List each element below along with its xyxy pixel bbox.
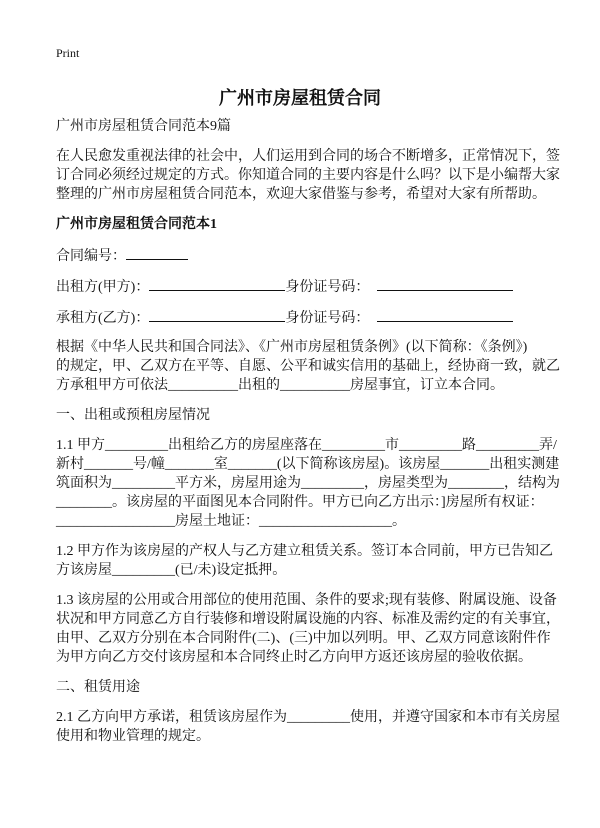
lessor-id-label: 身份证号码：	[285, 280, 370, 295]
lessor-field	[56, 276, 556, 295]
text-line: 方承租甲方可依法__________出租的__________房屋事宜，订立本合同。	[56, 378, 504, 393]
text-line: 订合同必须经过规定的方式。你知道合同的主要内容是什么吗？以下是小编帮大家	[56, 168, 560, 183]
text-line: 1.2 甲方作为该房屋的产权人与乙方建立租赁关系。签订本合同前，甲方已告知乙	[56, 544, 553, 559]
text-line: 1.3 该房屋的公用或合用部位的使用范围、条件的要求;现有装修、附属设施、设备	[56, 593, 557, 608]
print-link[interactable]: Print	[56, 46, 80, 60]
lessee-id-blank	[377, 307, 513, 322]
contract-number-label: 合同编号：	[56, 249, 126, 264]
clause-1-1	[56, 436, 560, 531]
clause-2-1	[56, 708, 560, 746]
text-line: 由甲、乙双方分别在本合同附件(二)、(三)中加以列明。甲、乙双方同意该附件作	[56, 631, 551, 646]
chapter-heading: 二、租赁用途	[56, 680, 140, 695]
clause-1-3	[56, 591, 560, 667]
text-line: 新村_______号/幢_______室_______(以下简称该房屋)。该房屋_______出租实测建	[56, 457, 560, 472]
preamble-paragraph	[56, 338, 560, 395]
lessee-id-label: 身份证号码：	[285, 311, 370, 326]
text-line: ________。该房屋的平面图见本合同附件。甲方已向乙方出示：]房屋所有权证：	[56, 495, 544, 510]
lessee-label: 承租方(乙方)：	[56, 311, 150, 326]
lessor-label: 出租方(甲方)：	[56, 280, 150, 295]
text-line: 在人民愈发重视法律的社会中，人们运用到合同的场合不断增多，正常情况下，签	[56, 149, 560, 164]
lessee-blank	[149, 307, 285, 322]
text-line: 筑面积为_________平方米，房屋用途为_________，房屋类型为________，结构为	[56, 476, 560, 491]
contract-number-field	[56, 245, 556, 264]
text-line: 为甲方向乙方交付该房屋和本合同终止时乙方向甲方返还该房屋的验收依据。	[56, 650, 532, 665]
lessee-field	[56, 307, 556, 326]
text-line: 方该房屋_________(已/未)设定抵押。	[56, 563, 287, 578]
subtitle: 广州市房屋租赁合同范本9篇	[56, 119, 231, 134]
text-line: 的规定，甲、乙双方在平等、自愿、公平和诚实信用的基础上，经协商一致，就乙	[56, 359, 560, 374]
text-line: 整理的广州市房屋租赁合同范本，欢迎大家借鉴与参考，希望对大家有所帮助。	[56, 187, 546, 202]
text-line: 1.1 甲方_________出租给乙方的房屋座落在_________市_________路_________弄/	[56, 438, 557, 453]
intro-paragraph	[56, 147, 560, 204]
document-body	[56, 117, 560, 757]
text-line: 2.1 乙方向甲方承诺，租赁该房屋作为_________使用，并遵守国家和本市有关房屋	[56, 710, 560, 725]
text-line: 使用和物业管理的规定。	[56, 729, 210, 744]
section-heading: 广州市房屋租赁合同范本1	[56, 217, 217, 232]
lessor-id-blank	[377, 276, 513, 291]
text-line: 状况和甲方同意乙方自行装修和增设附属设施的内容、标准及需约定的有关事宜，	[56, 612, 560, 627]
text-line: 根据《中华人民共和国合同法》、《广州市房屋租赁条例》(以下简称：《条例》)	[56, 340, 528, 355]
text-line: _________________房屋土地证：___________________。	[56, 514, 406, 529]
chapter-heading: 一、出租或预租房屋情况	[56, 408, 210, 423]
clause-1-2	[56, 542, 556, 580]
lessor-blank	[149, 276, 285, 291]
contract-number-blank	[126, 245, 188, 260]
page-title: 广州市房屋租赁合同	[219, 88, 381, 108]
